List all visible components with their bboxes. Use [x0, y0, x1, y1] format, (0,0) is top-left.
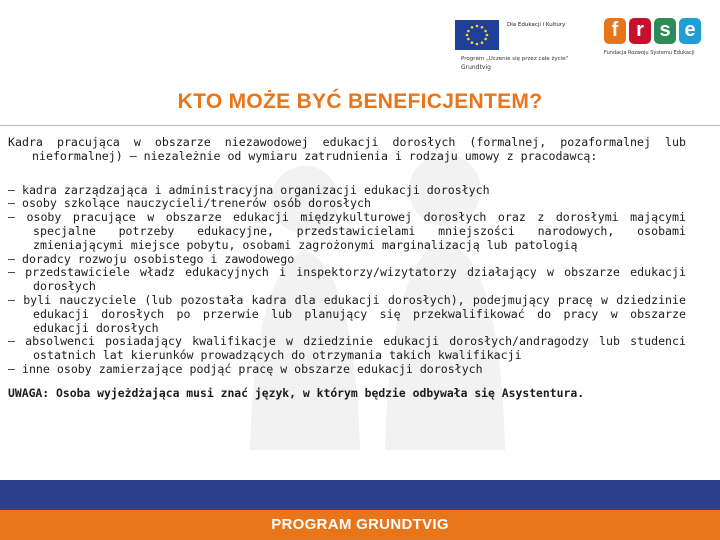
footer-program-label: PROGRAM GRUNDTVIG [271, 516, 449, 533]
frse-logo [604, 18, 704, 68]
eu-grundtvig-logo [455, 16, 605, 78]
list-item: – przedstawiciele władz edukacyjnych i inspektorzy/wizytatorzy działający w obszarze edukacji dorosłych [8, 265, 686, 294]
footer-blue-band [0, 480, 720, 510]
eu-logo-line1: Dla Edukacji i Kultury [507, 22, 566, 28]
frse-letter-e: e [679, 18, 701, 44]
list-item: – osoby szkolące nauczycieli/trenerów osób dorosłych [8, 196, 371, 211]
frse-letter-s: s [654, 18, 676, 44]
main-content [8, 136, 686, 401]
beneficiary-list [8, 184, 686, 377]
eu-logo-line2: Program „Uczenie się przez całe życie" [461, 56, 569, 62]
list-item: – inne osoby zamierzające podjąć pracę w obszarze edukacji dorosłych [8, 361, 483, 376]
page-title: KTO MOŻE BYĆ BENEFICJENTEM? [177, 90, 543, 113]
list-item: – byli nauczyciele (lub pozostała kadra dla edukacji dorosłych), podejmujący pracę w dziedzinie edukacji dorosłych po przerwie lub planujący się przekwalifikować do pracy w obszarze edukacji dorosłych [8, 292, 686, 335]
eu-flag-icon [455, 20, 499, 50]
title-divider [0, 125, 720, 126]
eu-stars-icon [455, 20, 499, 50]
frse-logo-caption: Fundacja Rozwoju Systemu Edukacji [604, 50, 695, 56]
frse-letter-f: f [604, 18, 626, 44]
list-item: – absolwenci posiadający kwalifikacje w dziedzinie edukacji dorosłych/andragodzy lub studenci ostatnich lat kierunków prowadzących do otrzymania takich kwalifikacji [8, 334, 686, 363]
warning-note: UWAGA: Osoba wyjeżdżająca musi znać język, w którym będzie odbywała się Asystentura. [8, 385, 585, 400]
frse-logo-letters [604, 18, 704, 44]
list-item: – doradcy rozwoju osobistego i zawodowego [8, 251, 295, 266]
intro-paragraph: Kadra pracująca w obszarze niezawodowej edukacji dorosłych (formalnej, pozaformalnej lub nieformalnej) – niezależnie od wymiaru zatrudnienia i rodzaju umowy z pracodawcą: [8, 135, 686, 163]
eu-logo-text [507, 22, 565, 29]
list-item: – kadra zarządzająca i administracyjna organizacji edukacji dorosłych [8, 182, 490, 197]
eu-logo-program: Grundtvig [461, 64, 491, 71]
list-item: – osoby pracujące w obszarze edukacji międzykulturowej dorosłych oraz z dorosłymi mającymi specjalne potrzeby edukacyjne, przedstawicielami mniejszości narodowych, osobami zmieniającymi miejsce pobytu, osobami zagrożonymi marginalizacją lub patologią [8, 210, 686, 252]
frse-letter-r: r [629, 18, 651, 44]
